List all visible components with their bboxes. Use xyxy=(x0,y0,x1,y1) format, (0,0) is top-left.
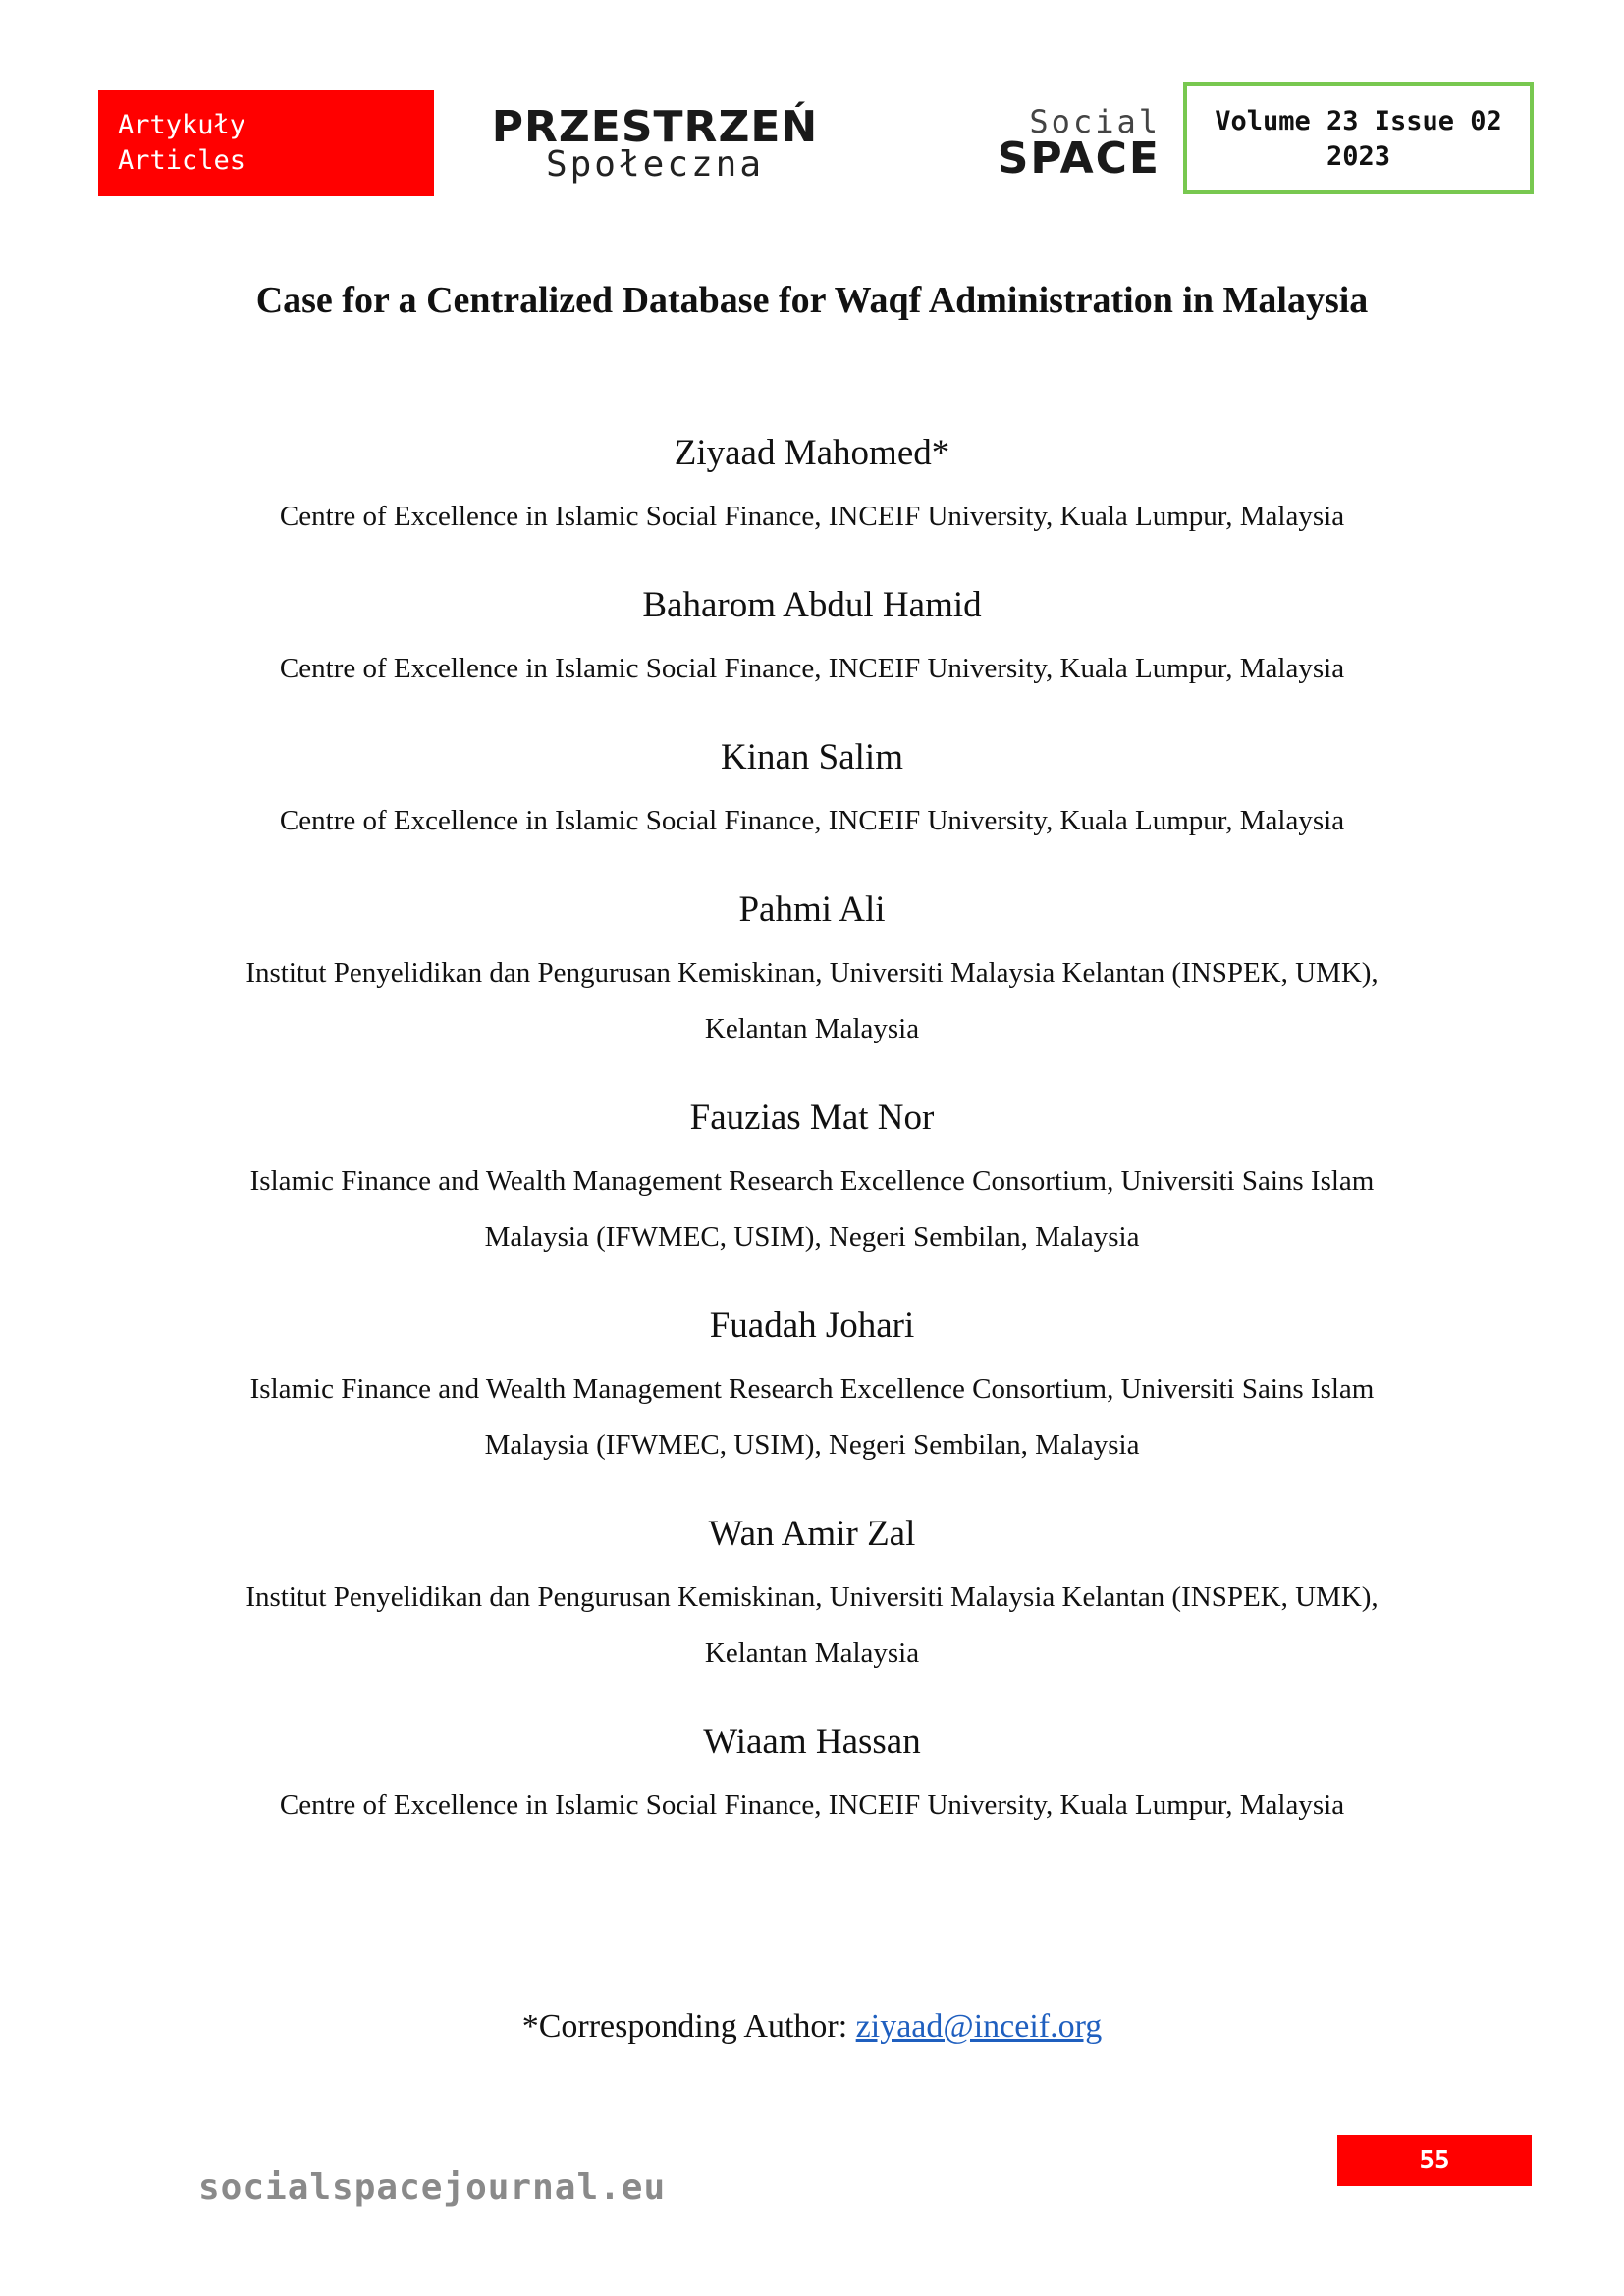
logo-en-line2: SPACE xyxy=(997,133,1161,184)
journal-website: socialspacejournal.eu xyxy=(198,2167,667,2208)
journal-logo-polish xyxy=(479,102,831,185)
logo-pl-line2: Społeczna xyxy=(545,144,765,185)
author-block xyxy=(196,881,1428,1057)
author-block xyxy=(196,1089,1428,1265)
volume-issue-box xyxy=(1183,82,1534,194)
author-name: Pahmi Ali xyxy=(738,889,886,930)
author-name: Wiaam Hassan xyxy=(703,1722,921,1762)
paper-title: Case for a Centralized Database for Waqf Administration in Malaysia xyxy=(255,280,1369,321)
author-affiliation: Centre of Excellence in Islamic Social Finance, INCEIF University, Kuala Lumpur, Malaysia xyxy=(279,501,1345,532)
section-label-en: Articles xyxy=(118,145,246,176)
author-affiliation: Centre of Excellence in Islamic Social Finance, INCEIF University, Kuala Lumpur, Malaysia xyxy=(279,653,1345,684)
author-block xyxy=(196,1505,1428,1682)
author-list xyxy=(196,424,1428,1865)
volume-issue: Volume 23 Issue 02 xyxy=(1215,106,1502,136)
logo-en-line1: Social xyxy=(1029,103,1161,140)
author-block xyxy=(196,576,1428,697)
author-block xyxy=(196,1713,1428,1834)
author-affiliation: Institut Penyelidikan dan Pengurusan Kemiskinan, Universiti Malaysia Kelantan (INSPEK, UMK), Kelantan Malaysia xyxy=(245,957,1379,1044)
page-number: 55 xyxy=(1337,2135,1532,2186)
corresponding-email-link[interactable]: ziyaad@inceif.org xyxy=(855,2008,1103,2045)
corresponding-label: *Corresponding Author: xyxy=(521,2008,848,2045)
author-block xyxy=(196,728,1428,849)
author-affiliation: Islamic Finance and Wealth Management Research Excellence Consortium, Universiti Sains Islam Malaysia (IFWMEC, USIM), Negeri Sembilan, Malaysia xyxy=(249,1165,1375,1253)
author-affiliation: Centre of Excellence in Islamic Social Finance, INCEIF University, Kuala Lumpur, Malaysia xyxy=(279,1789,1345,1821)
volume-year: 2023 xyxy=(1326,141,1391,172)
section-badge xyxy=(98,90,434,196)
author-name: Wan Amir Zal xyxy=(708,1514,916,1554)
author-name: Baharom Abdul Hamid xyxy=(642,585,982,625)
author-affiliation: Centre of Excellence in Islamic Social Finance, INCEIF University, Kuala Lumpur, Malaysia xyxy=(279,805,1345,836)
author-name: Fuadah Johari xyxy=(709,1306,915,1346)
author-block xyxy=(196,424,1428,545)
author-affiliation: Institut Penyelidikan dan Pengurusan Kemiskinan, Universiti Malaysia Kelantan (INSPEK, UMK), Kelantan Malaysia xyxy=(245,1581,1379,1669)
author-name: Kinan Salim xyxy=(720,737,903,777)
author-name: Ziyaad Mahomed* xyxy=(674,433,950,473)
author-block xyxy=(196,1297,1428,1473)
section-label-pl: Artykuły xyxy=(118,110,246,140)
author-affiliation: Islamic Finance and Wealth Management Research Excellence Consortium, Universiti Sains Islam Malaysia (IFWMEC, USIM), Negeri Sembilan, Malaysia xyxy=(249,1373,1375,1461)
author-name: Fauzias Mat Nor xyxy=(689,1097,935,1138)
logo-pl-line1: PRZESTRZEŃ xyxy=(491,102,819,152)
journal-logo-english xyxy=(950,103,1161,184)
corresponding-author xyxy=(0,2008,1624,2046)
